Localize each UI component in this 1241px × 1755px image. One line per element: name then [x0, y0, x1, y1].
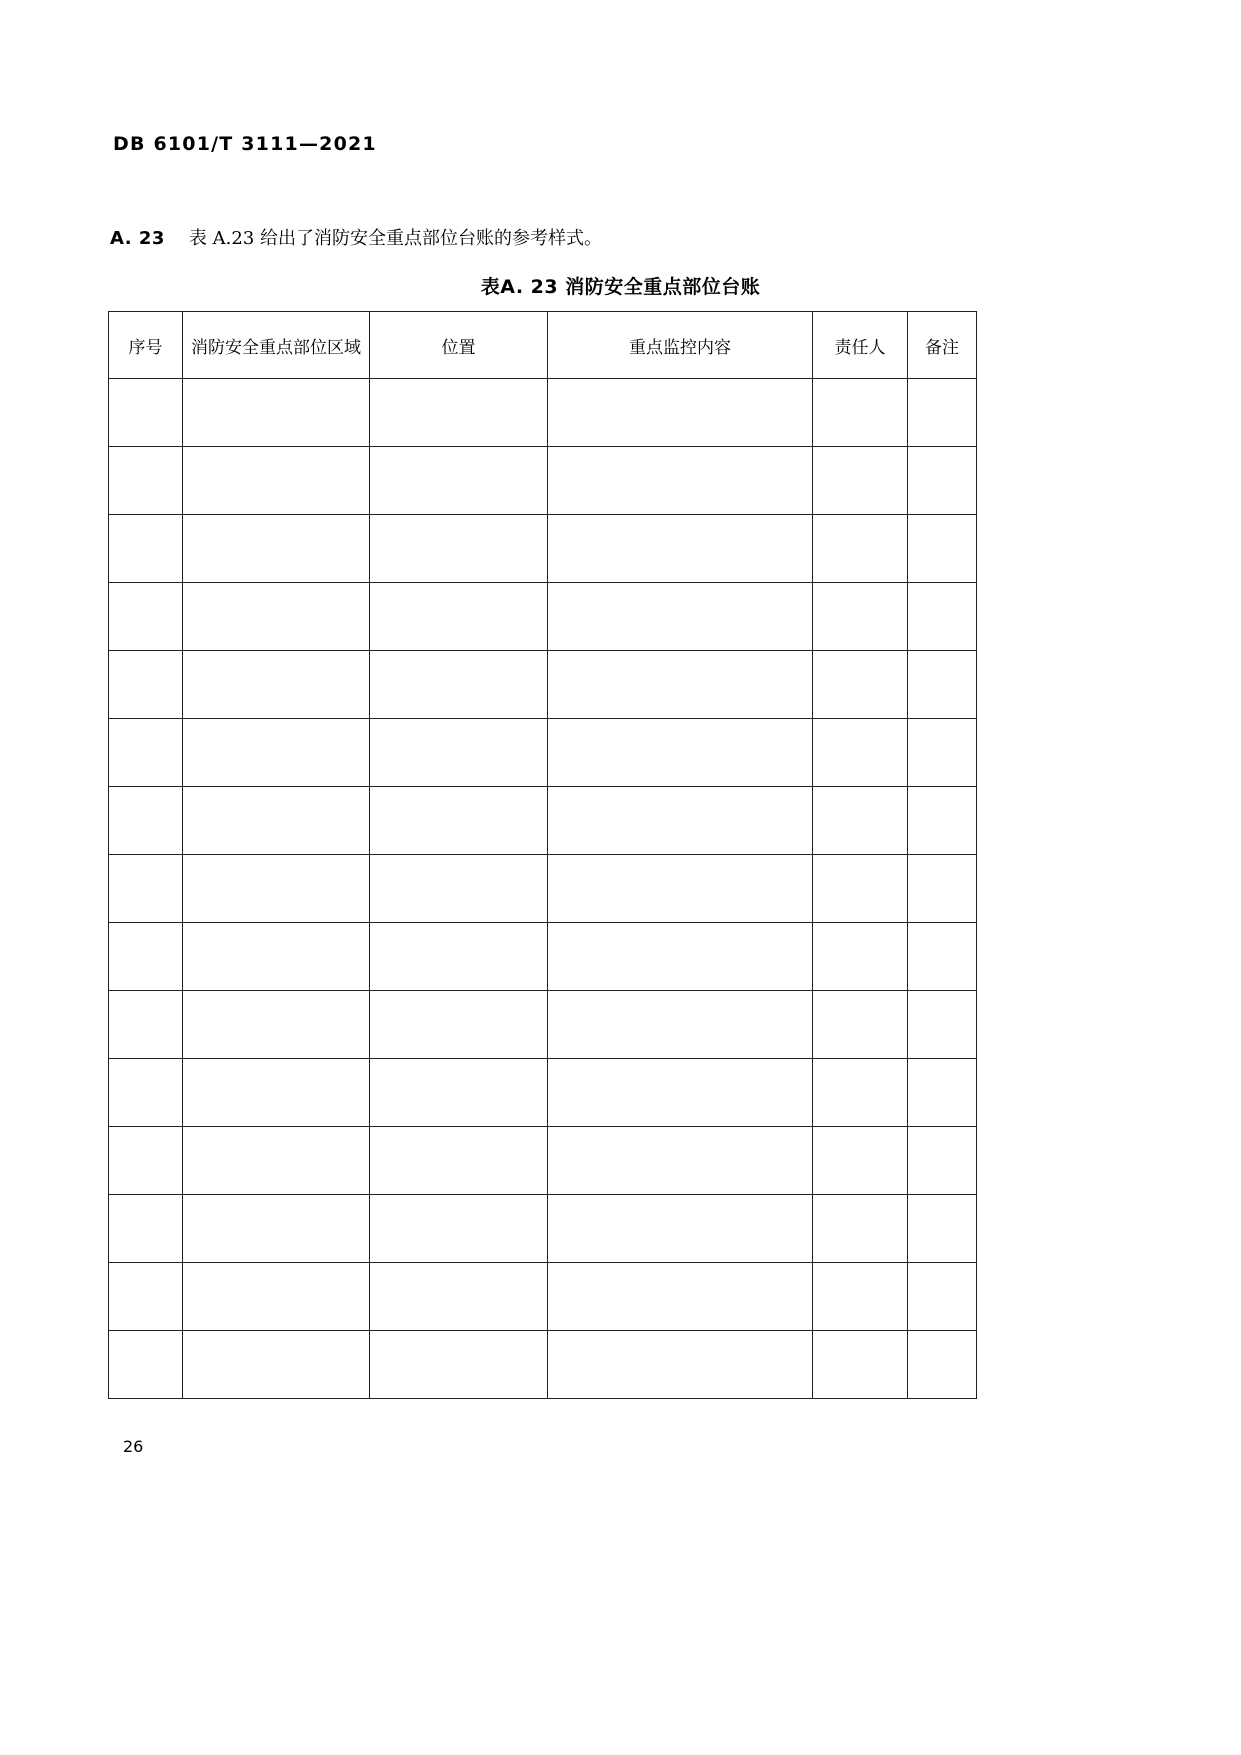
- table-cell-key-area[interactable]: [183, 1263, 370, 1331]
- table-cell-key-area[interactable]: [183, 923, 370, 991]
- table-cell-key-area[interactable]: [183, 447, 370, 515]
- table-cell-location[interactable]: [370, 1059, 548, 1127]
- table-cell-remarks[interactable]: [908, 1195, 977, 1263]
- table-body: [109, 379, 977, 1399]
- table-cell-remarks[interactable]: [908, 923, 977, 991]
- table-cell-responsible-person[interactable]: [813, 515, 908, 583]
- ledger-table: [108, 311, 977, 1399]
- table-cell-monitoring-content[interactable]: [548, 1195, 813, 1263]
- table-cell-location[interactable]: [370, 923, 548, 991]
- clause-paragraph: [110, 224, 602, 250]
- table-cell-sequence[interactable]: [109, 379, 183, 447]
- column-header-responsible-person: 责任人: [813, 312, 908, 379]
- table-cell-key-area[interactable]: [183, 583, 370, 651]
- table-cell-location[interactable]: [370, 855, 548, 923]
- table-row: [109, 651, 977, 719]
- table-cell-responsible-person[interactable]: [813, 923, 908, 991]
- table-row: [109, 991, 977, 1059]
- table-cell-remarks[interactable]: [908, 787, 977, 855]
- table-cell-responsible-person[interactable]: [813, 1331, 908, 1399]
- table-cell-remarks[interactable]: [908, 1127, 977, 1195]
- table-cell-remarks[interactable]: [908, 447, 977, 515]
- table-cell-location[interactable]: [370, 583, 548, 651]
- column-header-monitoring-content: 重点监控内容: [548, 312, 813, 379]
- table-cell-responsible-person[interactable]: [813, 379, 908, 447]
- table-row: [109, 1195, 977, 1263]
- table-cell-monitoring-content[interactable]: [548, 1263, 813, 1331]
- table-row: [109, 379, 977, 447]
- table-cell-location[interactable]: [370, 787, 548, 855]
- table-cell-location[interactable]: [370, 515, 548, 583]
- table-row: [109, 855, 977, 923]
- table-cell-sequence[interactable]: [109, 1331, 183, 1399]
- table-cell-sequence[interactable]: [109, 447, 183, 515]
- column-header-location: 位置: [370, 312, 548, 379]
- table-cell-sequence[interactable]: [109, 1195, 183, 1263]
- standard-number-header: DB 6101/T 3111—2021: [113, 133, 377, 155]
- table-cell-remarks[interactable]: [908, 719, 977, 787]
- table-cell-responsible-person[interactable]: [813, 787, 908, 855]
- table-cell-location[interactable]: [370, 379, 548, 447]
- table-cell-key-area[interactable]: [183, 1127, 370, 1195]
- table-cell-responsible-person[interactable]: [813, 719, 908, 787]
- table-cell-key-area[interactable]: [183, 787, 370, 855]
- table-cell-key-area[interactable]: [183, 719, 370, 787]
- clause-number: A. 23: [110, 228, 165, 249]
- clause-text: 表 A.23 给出了消防安全重点部位台账的参考样式。: [188, 228, 602, 249]
- table-cell-responsible-person[interactable]: [813, 1195, 908, 1263]
- table-cell-responsible-person[interactable]: [813, 447, 908, 515]
- table-cell-sequence[interactable]: [109, 855, 183, 923]
- table-cell-remarks[interactable]: [908, 379, 977, 447]
- table-cell-monitoring-content[interactable]: [548, 1331, 813, 1399]
- table-cell-monitoring-content[interactable]: [548, 923, 813, 991]
- table-row: [109, 1331, 977, 1399]
- table-cell-key-area[interactable]: [183, 855, 370, 923]
- table-cell-responsible-person[interactable]: [813, 1127, 908, 1195]
- table-cell-responsible-person[interactable]: [813, 583, 908, 651]
- table-cell-sequence[interactable]: [109, 1059, 183, 1127]
- table-cell-key-area[interactable]: [183, 1195, 370, 1263]
- table-cell-remarks[interactable]: [908, 991, 977, 1059]
- table-row: [109, 583, 977, 651]
- table-cell-location[interactable]: [370, 651, 548, 719]
- table-cell-remarks[interactable]: [908, 1059, 977, 1127]
- table-cell-sequence[interactable]: [109, 719, 183, 787]
- table-cell-remarks[interactable]: [908, 855, 977, 923]
- table-cell-location[interactable]: [370, 447, 548, 515]
- table-cell-remarks[interactable]: [908, 1263, 977, 1331]
- table-cell-responsible-person[interactable]: [813, 1263, 908, 1331]
- table-cell-monitoring-content[interactable]: [548, 787, 813, 855]
- column-header-sequence: 序号: [109, 312, 183, 379]
- table-cell-location[interactable]: [370, 1263, 548, 1331]
- table-cell-key-area[interactable]: [183, 651, 370, 719]
- table-header-row: [109, 312, 977, 379]
- table-cell-remarks[interactable]: [908, 583, 977, 651]
- table-cell-location[interactable]: [370, 991, 548, 1059]
- table-cell-monitoring-content[interactable]: [548, 583, 813, 651]
- table-cell-sequence[interactable]: [109, 1263, 183, 1331]
- table-cell-sequence[interactable]: [109, 583, 183, 651]
- table-row: [109, 1263, 977, 1331]
- table-cell-sequence[interactable]: [109, 923, 183, 991]
- table-cell-monitoring-content[interactable]: [548, 379, 813, 447]
- table-row: [109, 1059, 977, 1127]
- table-cell-responsible-person[interactable]: [813, 1059, 908, 1127]
- table-cell-monitoring-content[interactable]: [548, 1059, 813, 1127]
- table-cell-key-area[interactable]: [183, 1331, 370, 1399]
- table-cell-monitoring-content[interactable]: [548, 515, 813, 583]
- table-cell-monitoring-content[interactable]: [548, 1127, 813, 1195]
- table-cell-key-area[interactable]: [183, 991, 370, 1059]
- table-row: [109, 447, 977, 515]
- table-cell-remarks[interactable]: [908, 515, 977, 583]
- table-row: [109, 515, 977, 583]
- table-cell-sequence[interactable]: [109, 515, 183, 583]
- column-header-remarks: 备注: [908, 312, 977, 379]
- table-cell-sequence[interactable]: [109, 787, 183, 855]
- table-cell-responsible-person[interactable]: [813, 991, 908, 1059]
- table-cell-sequence[interactable]: [109, 1127, 183, 1195]
- table-cell-remarks[interactable]: [908, 1331, 977, 1399]
- table-cell-monitoring-content[interactable]: [548, 447, 813, 515]
- table-row: [109, 719, 977, 787]
- table-cell-monitoring-content[interactable]: [548, 991, 813, 1059]
- column-header-key-area: 消防安全重点部位区域: [183, 312, 370, 379]
- table-cell-sequence[interactable]: [109, 991, 183, 1059]
- table-cell-responsible-person[interactable]: [813, 651, 908, 719]
- table-cell-responsible-person[interactable]: [813, 855, 908, 923]
- table-cell-location[interactable]: [370, 719, 548, 787]
- table-cell-monitoring-content[interactable]: [548, 651, 813, 719]
- table-cell-key-area[interactable]: [183, 515, 370, 583]
- table-row: [109, 923, 977, 991]
- table-row: [109, 787, 977, 855]
- table-cell-key-area[interactable]: [183, 1059, 370, 1127]
- table-cell-monitoring-content[interactable]: [548, 855, 813, 923]
- table-caption: 表A. 23 消防安全重点部位台账: [480, 276, 761, 298]
- table-cell-key-area[interactable]: [183, 379, 370, 447]
- table-cell-monitoring-content[interactable]: [548, 719, 813, 787]
- table-cell-location[interactable]: [370, 1127, 548, 1195]
- page-number: 26: [123, 1437, 144, 1456]
- table-cell-sequence[interactable]: [109, 651, 183, 719]
- table-row: [109, 1127, 977, 1195]
- table-cell-location[interactable]: [370, 1195, 548, 1263]
- table-cell-location[interactable]: [370, 1331, 548, 1399]
- table-cell-remarks[interactable]: [908, 651, 977, 719]
